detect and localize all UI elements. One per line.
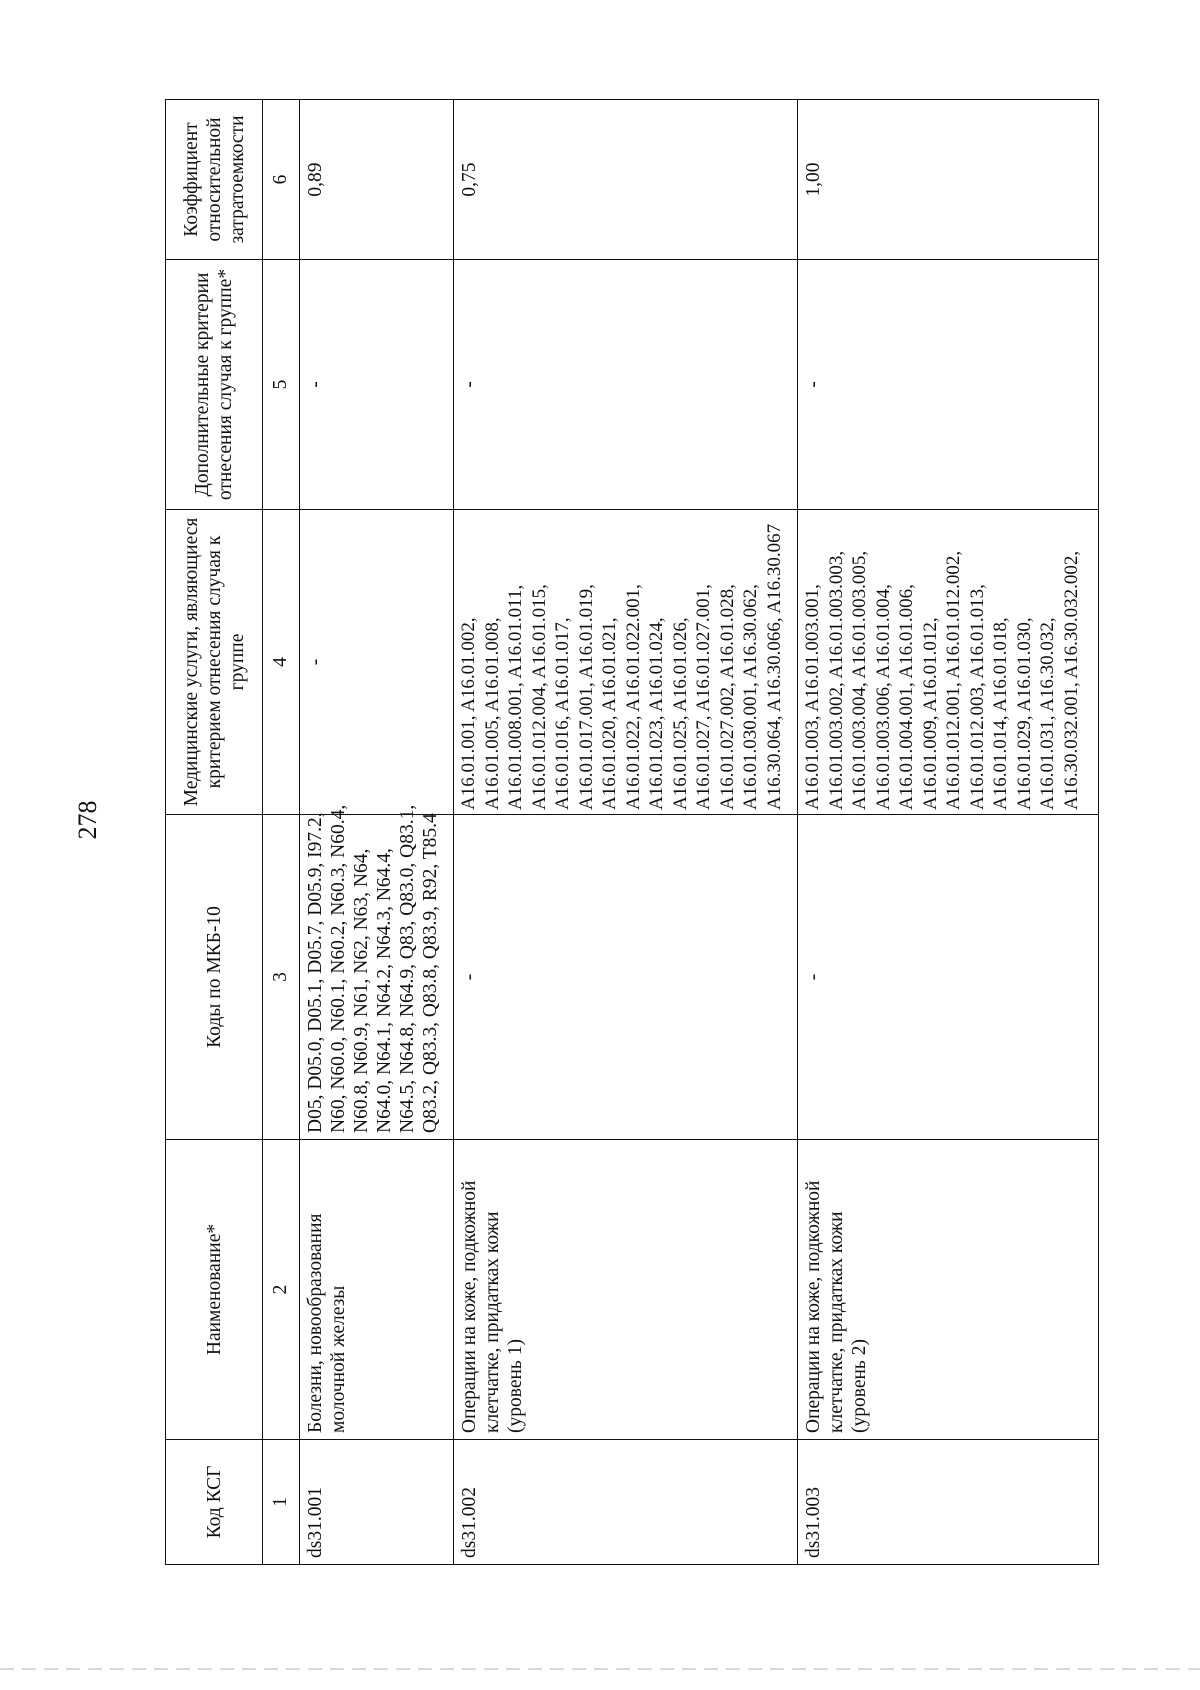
service-line: A16.01.027.002, A16.01.028, <box>716 584 738 810</box>
icd-line: N60.8, N60.9, N61, N62, N63, N64, <box>351 848 372 1133</box>
extra-criteria: - <box>300 260 454 510</box>
service-line: A16.01.003.006, A16.01.004, <box>872 584 894 810</box>
header-row <box>166 100 263 1565</box>
icd-codes: - <box>454 815 798 1140</box>
service-line: A16.01.012.003, A16.01.013, <box>966 584 988 810</box>
service-line: A16.01.003, A16.01.003.001, <box>802 584 823 810</box>
services <box>454 510 798 815</box>
service-line: A16.01.016, A16.01.017, <box>552 617 573 810</box>
services: - <box>300 510 454 815</box>
service-line: A16.01.029, A16.01.030, <box>1013 617 1035 810</box>
header-code: Код КСГ <box>166 1440 263 1565</box>
extra-criteria: - <box>454 260 798 510</box>
table-row <box>300 100 454 1565</box>
column-number: 1 <box>263 1440 300 1565</box>
rotated-table-container <box>165 100 1180 1565</box>
coefficient: 0,89 <box>300 100 454 260</box>
header-icd: Коды по МКБ-10 <box>166 815 263 1140</box>
service-line: A16.01.009, A16.01.012, <box>919 617 941 810</box>
service-line: A16.01.014, A16.01.018, <box>990 617 1011 810</box>
icd-line: Q83.2, Q83.3, Q83.8, Q83.9, R92, T85.4 <box>420 813 441 1133</box>
scan-artifact-line <box>0 1668 1200 1670</box>
service-line: A16.01.022, A16.01.022.001, <box>622 584 644 810</box>
column-number: 4 <box>263 510 300 815</box>
service-line: A16.01.012.004, A16.01.015, <box>528 584 550 810</box>
icd-codes <box>300 804 454 1140</box>
service-line: A16.30.064, A16.30.066, A16.30.067 <box>763 523 785 810</box>
ksg-name: Операции на коже, подкожной клетчатке, придатках кожи (уровень 2) <box>798 1140 1099 1440</box>
ksg-code: ds31.002 <box>454 1440 798 1565</box>
column-number: 3 <box>263 815 300 1140</box>
table-row <box>454 100 798 1565</box>
header-name: Наименование* <box>166 1140 263 1440</box>
service-line: A16.01.003.004, A16.01.003.005, <box>849 550 870 810</box>
service-line: A16.01.025, A16.01.026, <box>669 617 691 810</box>
service-line: A16.01.003.002, A16.01.003.003, <box>825 550 847 810</box>
service-line: A16.01.008.001, A16.01.011, <box>505 584 526 810</box>
service-line: A16.01.020, A16.01.021, <box>599 617 620 810</box>
page-number: 278 <box>73 800 102 840</box>
column-number: 6 <box>263 100 300 260</box>
icd-codes: - <box>798 815 1099 1140</box>
icd-line: D05, D05.0, D05.1, D05.7, D05.9, I97.2, <box>305 812 326 1133</box>
ksg-name: Операции на коже, подкожной клетчатке, придатках кожи (уровень 1) <box>454 1140 798 1440</box>
service-line: A16.01.017.001, A16.01.019, <box>575 584 597 810</box>
service-line: A16.01.023, A16.01.024, <box>646 617 667 810</box>
ksg-code: ds31.003 <box>798 1440 1099 1565</box>
service-line: A16.01.027, A16.01.027.001, <box>693 584 714 810</box>
header-coefficient: Коэффициент относительной затратоемкости <box>166 100 263 260</box>
services <box>798 510 1099 815</box>
ksg-name: Болезни, новообразования молочной железы <box>300 1140 454 1440</box>
service-line: A16.01.030.001, A16.30.062, <box>740 584 761 810</box>
service-line: A16.01.001, A16.01.002, <box>458 617 479 810</box>
ksg-table <box>165 99 1099 1565</box>
icd-line: N64.0, N64.1, N64.2, N64.3, N64.4, <box>374 848 395 1133</box>
header-services: Медицинские услуги, являющиеся критерием отнесения случая к группе <box>166 510 263 815</box>
column-number-row <box>263 100 300 1565</box>
column-number: 5 <box>263 260 300 510</box>
service-line: A16.01.004.001, A16.01.006, <box>896 584 917 810</box>
table-row <box>798 100 1099 1565</box>
service-line: A16.01.031, A16.30.032, <box>1037 617 1058 810</box>
service-line: A16.01.005, A16.01.008, <box>481 617 503 810</box>
icd-line: N60, N60.0, N60.1, N60.2, N60.3, N60.4, <box>328 804 349 1133</box>
ksg-code: ds31.001 <box>300 1440 454 1565</box>
icd-line: N64.5, N64.8, N64.9, Q83, Q83.0, Q83.1, <box>397 804 418 1133</box>
coefficient: 1,00 <box>798 100 1099 260</box>
column-number: 2 <box>263 1140 300 1440</box>
extra-criteria: - <box>798 260 1099 510</box>
header-extra-criteria: Дополнительные критерии отнесения случая к группе* <box>166 260 263 510</box>
coefficient: 0,75 <box>454 100 798 260</box>
service-line: A16.30.032.001, A16.30.032.002, <box>1060 550 1082 810</box>
service-line: A16.01.012.001, A16.01.012.002, <box>943 550 964 810</box>
